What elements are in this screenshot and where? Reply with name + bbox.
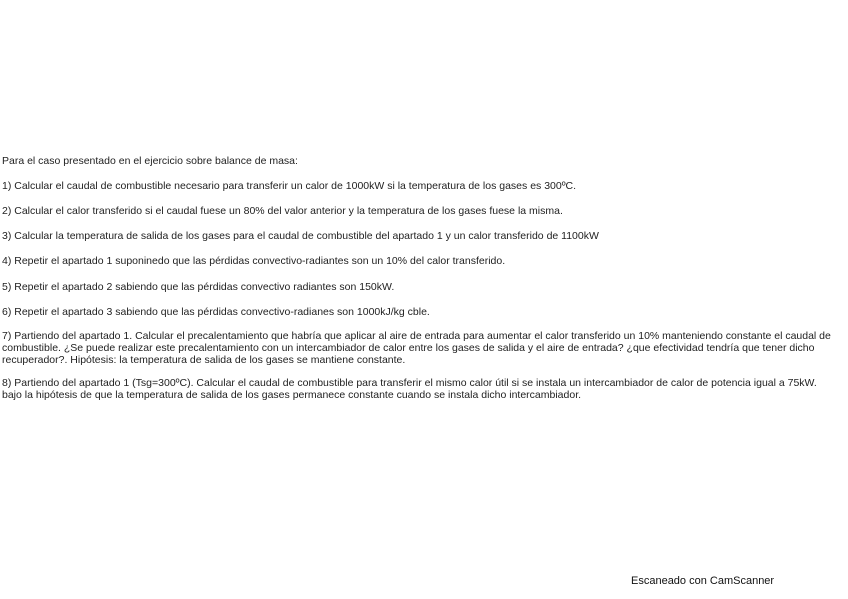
exercise-item-2: 2) Calcular el calor transferido si el caudal fuese un 80% del valor anterior y la temperatura de los gases fuese la misma. [2,205,563,217]
exercise-item-1: 1) Calcular el caudal de combustible necesario para transferir un calor de 1000kW si la temperatura de los gases es 300ºC. [2,180,577,192]
camscanner-watermark: Escaneado con CamScanner [631,575,775,587]
document-body [2,150,838,401]
exercise-item-3: 3) Calcular la temperatura de salida de los gases para el caudal de combustible del apartado 1 y un calor transferido de 1100kW [2,230,599,242]
exercise-item-6: 6) Repetir el apartado 3 sabiendo que las pérdidas convectivo-radianes son 1000kJ/kg cble. [2,306,430,318]
exercise-item-4: 4) Repetir el apartado 1 suponinedo que las pérdidas convectivo-radiantes son un 10% del calor transferido. [2,255,506,267]
intro-text: Para el caso presentado en el ejercicio sobre balance de masa: [2,155,298,167]
exercise-item-5: 5) Repetir el apartado 2 sabiendo que las pérdidas convectivo radiantes son 150kW. [2,281,395,293]
exercise-item-8: 8) Partiendo del apartado 1 (Tsg=300ºC). Calcular el caudal de combustible para transferir el mismo calor útil si se instala un intercambiador de calor de potencia igual a 75kW. bajo la hipótesis de que la temperatura de salida de los gases permanece constante cuando se instala dicho intercambiador. [2,377,817,401]
exercise-item-7: 7) Partiendo del apartado 1. Calcular el precalentamiento que habría que aplicar al aire de entrada para aumentar el calor transferido un 10% manteniendo constante el caudal de combustible. ¿Se puede realizar este precalentamiento con un intercambiador de calor entre los gases de salida y el aire de entrada? ¿que efectividad tendría que tener dicho recuperador?. Hipótesis: la temperatura de salida de los gases se mantiene constante. [2,330,831,366]
